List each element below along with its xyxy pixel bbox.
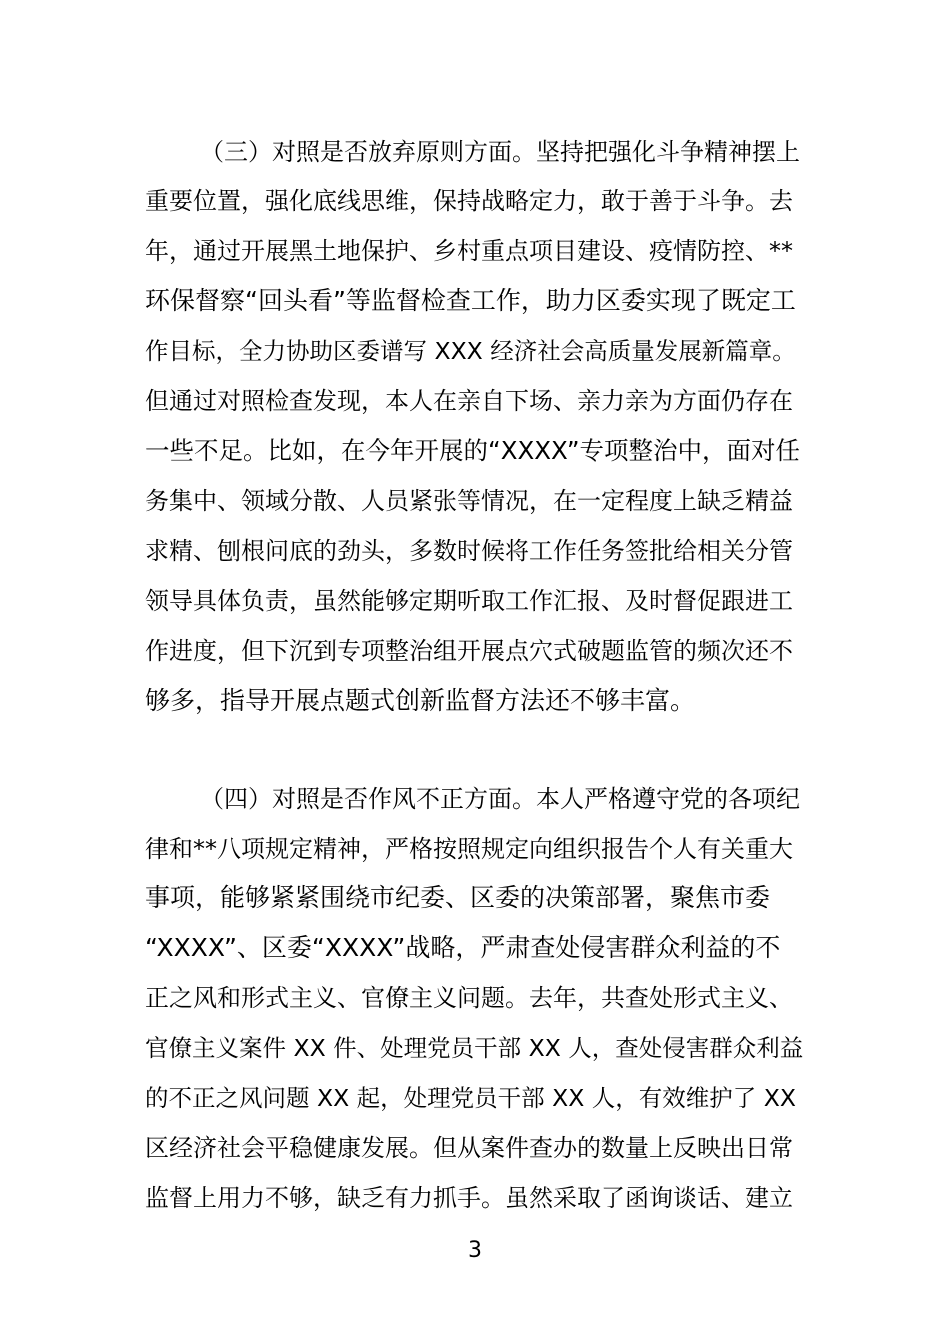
paragraph-line: （四）对照是否作风不正方面。本人严格遵守党的各项纪 <box>200 785 800 813</box>
paragraph-line: 律和**八项规定精神，严格按照规定向组织报告个人有关重大 <box>145 835 793 863</box>
paragraph-line: 务集中、领域分散、人员紧张等情况，在一定程度上缺乏精益 <box>145 487 793 515</box>
paragraph-line: 的不正之风问题 XX 起，处理党员干部 XX 人，有效维护了 XX <box>145 1084 796 1112</box>
paragraph-line: 事项，能够紧紧围绕市纪委、区委的决策部署，聚焦市委 <box>145 883 771 912</box>
paragraph-line: 求精、刨根问底的劲头，多数时候将工作任务签批给相关分管 <box>145 537 793 565</box>
paragraph-line: 作目标，全力协助区委谱写 XXX 经济社会高质量发展新篇章。 <box>145 337 796 365</box>
paragraph-line: 环保督察“回头看”等监督检查工作，助力区委实现了既定工 <box>145 286 796 315</box>
paragraph-line: 正之风和形式主义、官僚主义问题。去年，共查处形式主义、 <box>145 984 793 1012</box>
paragraph-line: 领导具体负责，虽然能够定期听取工作汇报、及时督促跟进工 <box>145 587 793 615</box>
paragraph-line: 重要位置，强化底线思维，保持战略定力，敢于善于斗争。去 <box>145 187 793 215</box>
paragraph-line: 一些不足。比如，在今年开展的“XXXX”专项整治中，面对任 <box>145 436 801 465</box>
paragraph-line: （三）对照是否放弃原则方面。坚持把强化斗争精神摆上 <box>200 138 800 166</box>
paragraph-line: 官僚主义案件 XX 件、处理党员干部 XX 人，查处侵害群众利益 <box>145 1034 804 1062</box>
paragraph-line: 区经济社会平稳健康发展。但从案件查办的数量上反映出日常 <box>145 1134 793 1162</box>
paragraph-line: 够多，指导开展点题式创新监督方法还不够丰富。 <box>145 686 696 715</box>
page-number: 3 <box>468 1238 482 1263</box>
paragraph-line: 年，通过开展黑土地保护、乡村重点项目建设、疫情防控、** <box>145 237 793 265</box>
paragraph-line: “XXXX”、区委“XXXX”战略，严肃查处侵害群众利益的不 <box>145 933 781 962</box>
paragraph-line: 但通过对照检查发现，本人在亲自下场、亲力亲为方面仍存在 <box>145 387 793 415</box>
paragraph-line: 作进度，但下沉到专项整治组开展点穴式破题监管的频次还不 <box>145 637 793 665</box>
paragraph-line: 监督上用力不够，缺乏有力抓手。虽然采取了函询谈话、建立 <box>145 1184 793 1212</box>
